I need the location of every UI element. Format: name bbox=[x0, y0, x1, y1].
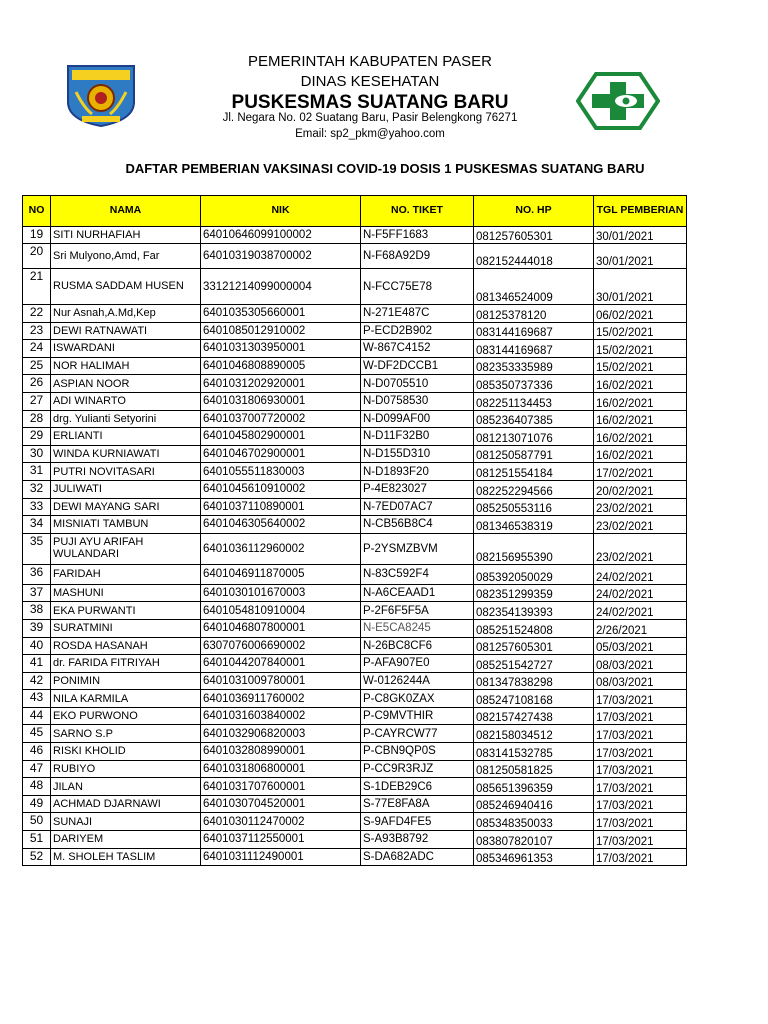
table-row bbox=[23, 340, 687, 358]
table-header-row bbox=[23, 196, 687, 227]
row-hp: 085392050029 bbox=[474, 564, 594, 584]
row-hp: 083144169687 bbox=[474, 340, 594, 358]
row-hp: 081346524009 bbox=[474, 269, 594, 305]
row-number: 29 bbox=[23, 428, 51, 446]
row-tgl: 17/03/2021 bbox=[594, 743, 687, 761]
table-row bbox=[23, 602, 687, 620]
row-nik: 6401037110890001 bbox=[201, 498, 361, 516]
row-nik: 6401037007720002 bbox=[201, 410, 361, 428]
table-row bbox=[23, 707, 687, 725]
row-number: 28 bbox=[23, 410, 51, 428]
row-tiket: N-CB56B8C4 bbox=[361, 516, 474, 534]
row-hp: 085247108168 bbox=[474, 690, 594, 708]
row-tiket: S-77E8FA8A bbox=[361, 795, 474, 813]
row-nama: DARIYEM bbox=[51, 831, 201, 849]
row-tiket: N-D11F32B0 bbox=[361, 428, 474, 446]
table-row bbox=[23, 795, 687, 813]
row-nama: FARIDAH bbox=[51, 564, 201, 584]
row-nama: ROSDA HASANAH bbox=[51, 637, 201, 655]
row-hp: 081257605301 bbox=[474, 637, 594, 655]
table-row bbox=[23, 305, 687, 323]
row-tgl: 24/02/2021 bbox=[594, 584, 687, 602]
row-number: 27 bbox=[23, 392, 51, 410]
row-hp: 082158034512 bbox=[474, 725, 594, 743]
table-row bbox=[23, 533, 687, 564]
row-nik: 6401046808890005 bbox=[201, 357, 361, 375]
row-nik: 6401031202920001 bbox=[201, 375, 361, 393]
row-nik: 6401046911870005 bbox=[201, 564, 361, 584]
table-row bbox=[23, 480, 687, 498]
row-tiket: N-D0758530 bbox=[361, 392, 474, 410]
row-tgl: 17/02/2021 bbox=[594, 463, 687, 481]
row-number: 34 bbox=[23, 516, 51, 534]
col-header-hp: NO. HP bbox=[474, 196, 594, 227]
row-number: 22 bbox=[23, 305, 51, 323]
row-hp: 085350737336 bbox=[474, 375, 594, 393]
row-number: 46 bbox=[23, 743, 51, 761]
row-nama: RISKI KHOLID bbox=[51, 743, 201, 761]
row-nama: Nur Asnah,A.Md,Kep bbox=[51, 305, 201, 323]
row-nik: 6401030101670003 bbox=[201, 584, 361, 602]
header-department: DINAS KESEHATAN bbox=[300, 73, 440, 90]
row-number: 26 bbox=[23, 375, 51, 393]
row-tiket: N-D1893F20 bbox=[361, 463, 474, 481]
row-tiket: P-4E823027 bbox=[361, 480, 474, 498]
row-number: 51 bbox=[23, 831, 51, 849]
row-hp: 081257605301 bbox=[474, 227, 594, 244]
row-hp: 085251542727 bbox=[474, 655, 594, 673]
table-row bbox=[23, 725, 687, 743]
row-nik: 6401044207840001 bbox=[201, 655, 361, 673]
row-hp: 083141532785 bbox=[474, 743, 594, 761]
row-tiket: P-CC9R3RJZ bbox=[361, 760, 474, 778]
row-number: 36 bbox=[23, 564, 51, 584]
row-hp: 082353335989 bbox=[474, 357, 594, 375]
row-hp: 082354139393 bbox=[474, 602, 594, 620]
row-tgl: 16/02/2021 bbox=[594, 428, 687, 446]
row-tiket: P-C8GK0ZAX bbox=[361, 690, 474, 708]
row-tiket: S-A93B8792 bbox=[361, 831, 474, 849]
row-nama: DEWI RATNAWATI bbox=[51, 322, 201, 340]
row-hp: 085346961353 bbox=[474, 848, 594, 866]
row-hp: 082251134453 bbox=[474, 392, 594, 410]
header-government: PEMERINTAH KABUPATEN PASER bbox=[248, 53, 492, 70]
row-nama: WINDA KURNIAWATI bbox=[51, 445, 201, 463]
table-row bbox=[23, 445, 687, 463]
row-nik: 6401031009780001 bbox=[201, 672, 361, 690]
col-header-nik: NIK bbox=[201, 196, 361, 227]
row-tiket: N-D155D310 bbox=[361, 445, 474, 463]
row-hp: 082152444018 bbox=[474, 244, 594, 269]
row-tiket: P-CBN9QP0S bbox=[361, 743, 474, 761]
row-nama: PONIMIN bbox=[51, 672, 201, 690]
row-number: 23 bbox=[23, 322, 51, 340]
row-tgl: 20/02/2021 bbox=[594, 480, 687, 498]
table-row bbox=[23, 672, 687, 690]
table-row bbox=[23, 760, 687, 778]
header-puskesmas-name: PUSKESMAS SUATANG BARU bbox=[231, 92, 509, 113]
col-header-no: NO bbox=[23, 196, 51, 227]
row-hp: 081346538319 bbox=[474, 516, 594, 534]
table-row bbox=[23, 848, 687, 866]
row-tgl: 16/02/2021 bbox=[594, 392, 687, 410]
row-number: 33 bbox=[23, 498, 51, 516]
table-row bbox=[23, 463, 687, 481]
row-nik: 6401031603840002 bbox=[201, 707, 361, 725]
row-hp: 081251554184 bbox=[474, 463, 594, 481]
row-nama: SITI NURHAFIAH bbox=[51, 227, 201, 244]
row-number: 43 bbox=[23, 690, 51, 708]
row-tiket: P-AFA907E0 bbox=[361, 655, 474, 673]
header-email: Email: sp2_pkm@yahoo.com bbox=[295, 128, 445, 140]
row-number: 21 bbox=[23, 269, 51, 305]
row-tiket: N-7ED07AC7 bbox=[361, 498, 474, 516]
row-nama: M. SHOLEH TASLIM bbox=[51, 848, 201, 866]
row-number: 35 bbox=[23, 533, 51, 564]
table-row bbox=[23, 516, 687, 534]
row-number: 19 bbox=[23, 227, 51, 244]
row-number: 40 bbox=[23, 637, 51, 655]
row-nama: ERLIANTI bbox=[51, 428, 201, 446]
row-tgl: 17/03/2021 bbox=[594, 690, 687, 708]
row-hp: 085651396359 bbox=[474, 778, 594, 796]
table-row bbox=[23, 375, 687, 393]
row-number: 25 bbox=[23, 357, 51, 375]
row-tiket: N-D0705510 bbox=[361, 375, 474, 393]
table-row bbox=[23, 227, 687, 244]
table-row bbox=[23, 392, 687, 410]
row-tiket: N-FCC75E78 bbox=[361, 269, 474, 305]
row-number: 45 bbox=[23, 725, 51, 743]
vaccination-table bbox=[22, 195, 687, 866]
row-nik: 33121214099000004 bbox=[201, 269, 361, 305]
table-row bbox=[23, 655, 687, 673]
row-nama: drg. Yulianti Setyorini bbox=[51, 410, 201, 428]
row-nama: RUBIYO bbox=[51, 760, 201, 778]
row-nik: 6401055511830003 bbox=[201, 463, 361, 481]
row-nik: 6401046305640002 bbox=[201, 516, 361, 534]
row-nik: 6401046702900001 bbox=[201, 445, 361, 463]
row-tiket: N-271E487C bbox=[361, 305, 474, 323]
row-tiket: W-DF2DCCB1 bbox=[361, 357, 474, 375]
row-number: 52 bbox=[23, 848, 51, 866]
row-tiket: N-26BC8CF6 bbox=[361, 637, 474, 655]
row-tiket: P-C9MVTHIR bbox=[361, 707, 474, 725]
row-tgl: 17/03/2021 bbox=[594, 707, 687, 725]
row-tgl: 17/03/2021 bbox=[594, 760, 687, 778]
row-tgl: 24/02/2021 bbox=[594, 602, 687, 620]
row-tgl: 17/03/2021 bbox=[594, 831, 687, 849]
row-nik: 6401031707600001 bbox=[201, 778, 361, 796]
row-tgl: 15/02/2021 bbox=[594, 357, 687, 375]
row-tgl: 30/01/2021 bbox=[594, 227, 687, 244]
row-tgl: 16/02/2021 bbox=[594, 410, 687, 428]
table-row bbox=[23, 743, 687, 761]
row-nik: 64010646099100002 bbox=[201, 227, 361, 244]
row-nama: PUJI AYU ARIFAH WULANDARI bbox=[51, 533, 201, 564]
row-hp: 085236407385 bbox=[474, 410, 594, 428]
row-hp: 081250587791 bbox=[474, 445, 594, 463]
row-tgl: 23/02/2021 bbox=[594, 498, 687, 516]
row-tiket: N-F68A92D9 bbox=[361, 244, 474, 269]
row-tgl: 08/03/2021 bbox=[594, 672, 687, 690]
row-nik: 6401045610910002 bbox=[201, 480, 361, 498]
row-tiket: N-D099AF00 bbox=[361, 410, 474, 428]
row-nik: 6401085012910002 bbox=[201, 322, 361, 340]
row-number: 30 bbox=[23, 445, 51, 463]
row-nama: Sri Mulyono,Amd, Far bbox=[51, 244, 201, 269]
row-tiket: P-2YSMZBVM bbox=[361, 533, 474, 564]
row-number: 39 bbox=[23, 619, 51, 637]
row-tiket: N-E5CA8245 bbox=[361, 619, 474, 637]
row-nik: 6401037112550001 bbox=[201, 831, 361, 849]
row-nik: 6401046807800001 bbox=[201, 619, 361, 637]
row-hp: 082157427438 bbox=[474, 707, 594, 725]
row-hp: 081213071076 bbox=[474, 428, 594, 446]
row-tgl: 24/02/2021 bbox=[594, 564, 687, 584]
row-nama: JULIWATI bbox=[51, 480, 201, 498]
row-nama: SUNAJI bbox=[51, 813, 201, 831]
row-hp: 083144169687 bbox=[474, 322, 594, 340]
row-number: 48 bbox=[23, 778, 51, 796]
table-row bbox=[23, 813, 687, 831]
row-nik: 6401031303950001 bbox=[201, 340, 361, 358]
document-title: DAFTAR PEMBERIAN VAKSINASI COVID-19 DOSIS 1 PUSKESMAS SUATANG BARU bbox=[125, 161, 645, 176]
row-tiket: P-CAYRCW77 bbox=[361, 725, 474, 743]
row-tiket: N-F5FF1683 bbox=[361, 227, 474, 244]
row-tiket: P-2F6F5F5A bbox=[361, 602, 474, 620]
row-nama: NOR HALIMAH bbox=[51, 357, 201, 375]
row-nik: 6401030112470002 bbox=[201, 813, 361, 831]
row-number: 44 bbox=[23, 707, 51, 725]
table-row bbox=[23, 778, 687, 796]
row-hp: 083807820107 bbox=[474, 831, 594, 849]
row-tgl: 17/03/2021 bbox=[594, 795, 687, 813]
row-number: 37 bbox=[23, 584, 51, 602]
table-row bbox=[23, 269, 687, 305]
row-nama: MASHUNI bbox=[51, 584, 201, 602]
row-hp: 085348350033 bbox=[474, 813, 594, 831]
row-tgl: 15/02/2021 bbox=[594, 322, 687, 340]
row-nik: 6401045802900001 bbox=[201, 428, 361, 446]
row-hp: 08125378120 bbox=[474, 305, 594, 323]
row-tgl: 16/02/2021 bbox=[594, 375, 687, 393]
row-nama: NILA KARMILA bbox=[51, 690, 201, 708]
col-header-tgl: TGL PEMBERIAN bbox=[594, 196, 687, 227]
row-nik: 6401054810910004 bbox=[201, 602, 361, 620]
row-nik: 6401031806800001 bbox=[201, 760, 361, 778]
row-tiket: N-83C592F4 bbox=[361, 564, 474, 584]
row-nik: 6401036112960002 bbox=[201, 533, 361, 564]
table-row bbox=[23, 690, 687, 708]
row-hp: 085246940416 bbox=[474, 795, 594, 813]
row-tgl: 23/02/2021 bbox=[594, 516, 687, 534]
row-nama: ACHMAD DJARNAWI bbox=[51, 795, 201, 813]
row-hp: 082156955390 bbox=[474, 533, 594, 564]
table-row bbox=[23, 428, 687, 446]
row-hp: 081250581825 bbox=[474, 760, 594, 778]
row-nama: PUTRI NOVITASARI bbox=[51, 463, 201, 481]
row-tiket: W-867C4152 bbox=[361, 340, 474, 358]
row-nik: 6401030704520001 bbox=[201, 795, 361, 813]
row-nama: ASPIAN NOOR bbox=[51, 375, 201, 393]
row-nama: dr. FARIDA FITRIYAH bbox=[51, 655, 201, 673]
row-tiket: P-ECD2B902 bbox=[361, 322, 474, 340]
table-row bbox=[23, 498, 687, 516]
row-tiket: S-9AFD4FE5 bbox=[361, 813, 474, 831]
row-nama: ISWARDANI bbox=[51, 340, 201, 358]
row-number: 42 bbox=[23, 672, 51, 690]
row-tgl: 05/03/2021 bbox=[594, 637, 687, 655]
table-row bbox=[23, 831, 687, 849]
row-tiket: W-0126244A bbox=[361, 672, 474, 690]
row-tiket: S-1DEB29C6 bbox=[361, 778, 474, 796]
row-nama: DEWI MAYANG SARI bbox=[51, 498, 201, 516]
row-number: 31 bbox=[23, 463, 51, 481]
table-row bbox=[23, 322, 687, 340]
row-nama: ADI WINARTO bbox=[51, 392, 201, 410]
row-nama: EKO PURWONO bbox=[51, 707, 201, 725]
row-nik: 64010319038700002 bbox=[201, 244, 361, 269]
row-nama: RUSMA SADDAM HUSEN bbox=[51, 269, 201, 305]
row-tiket: N-A6CEAAD1 bbox=[361, 584, 474, 602]
row-hp: 085251524808 bbox=[474, 619, 594, 637]
row-hp: 082351299359 bbox=[474, 584, 594, 602]
table-row bbox=[23, 410, 687, 428]
table-row bbox=[23, 564, 687, 584]
row-nik: 6401032906820003 bbox=[201, 725, 361, 743]
row-nik: 6401035305660001 bbox=[201, 305, 361, 323]
row-nama: JILAN bbox=[51, 778, 201, 796]
row-tgl: 17/03/2021 bbox=[594, 813, 687, 831]
row-tgl: 08/03/2021 bbox=[594, 655, 687, 673]
row-nik: 6401036911760002 bbox=[201, 690, 361, 708]
row-hp: 085250553116 bbox=[474, 498, 594, 516]
row-tgl: 06/02/2021 bbox=[594, 305, 687, 323]
row-tgl: 15/02/2021 bbox=[594, 340, 687, 358]
row-tiket: S-DA682ADC bbox=[361, 848, 474, 866]
header-address: Jl. Negara No. 02 Suatang Baru, Pasir Belengkong 76271 bbox=[222, 112, 518, 124]
row-nama: MISNIATI TAMBUN bbox=[51, 516, 201, 534]
row-nama: SARNO S.P bbox=[51, 725, 201, 743]
row-number: 50 bbox=[23, 813, 51, 831]
row-tgl: 23/02/2021 bbox=[594, 533, 687, 564]
col-header-tiket: NO. TIKET bbox=[361, 196, 474, 227]
row-number: 20 bbox=[23, 244, 51, 269]
row-tgl: 2/26/2021 bbox=[594, 619, 687, 637]
row-tgl: 30/01/2021 bbox=[594, 244, 687, 269]
row-number: 49 bbox=[23, 795, 51, 813]
table-row bbox=[23, 584, 687, 602]
table-row bbox=[23, 637, 687, 655]
row-nama: EKA PURWANTI bbox=[51, 602, 201, 620]
row-nik: 6401031806930001 bbox=[201, 392, 361, 410]
row-number: 24 bbox=[23, 340, 51, 358]
row-number: 32 bbox=[23, 480, 51, 498]
row-tgl: 16/02/2021 bbox=[594, 445, 687, 463]
row-hp: 082252294566 bbox=[474, 480, 594, 498]
row-nama: SURATMINI bbox=[51, 619, 201, 637]
table-row bbox=[23, 244, 687, 269]
table-row bbox=[23, 357, 687, 375]
row-number: 38 bbox=[23, 602, 51, 620]
row-tgl: 30/01/2021 bbox=[594, 269, 687, 305]
row-number: 41 bbox=[23, 655, 51, 673]
row-number: 47 bbox=[23, 760, 51, 778]
col-header-nama: NAMA bbox=[51, 196, 201, 227]
row-tgl: 17/03/2021 bbox=[594, 725, 687, 743]
row-nik: 6401031112490001 bbox=[201, 848, 361, 866]
kabupaten-paser-logo bbox=[64, 62, 138, 128]
row-tgl: 17/03/2021 bbox=[594, 848, 687, 866]
row-nik: 6307076006690002 bbox=[201, 637, 361, 655]
row-hp: 081347838298 bbox=[474, 672, 594, 690]
table-row bbox=[23, 619, 687, 637]
row-nik: 6401032808990001 bbox=[201, 743, 361, 761]
row-tgl: 17/03/2021 bbox=[594, 778, 687, 796]
